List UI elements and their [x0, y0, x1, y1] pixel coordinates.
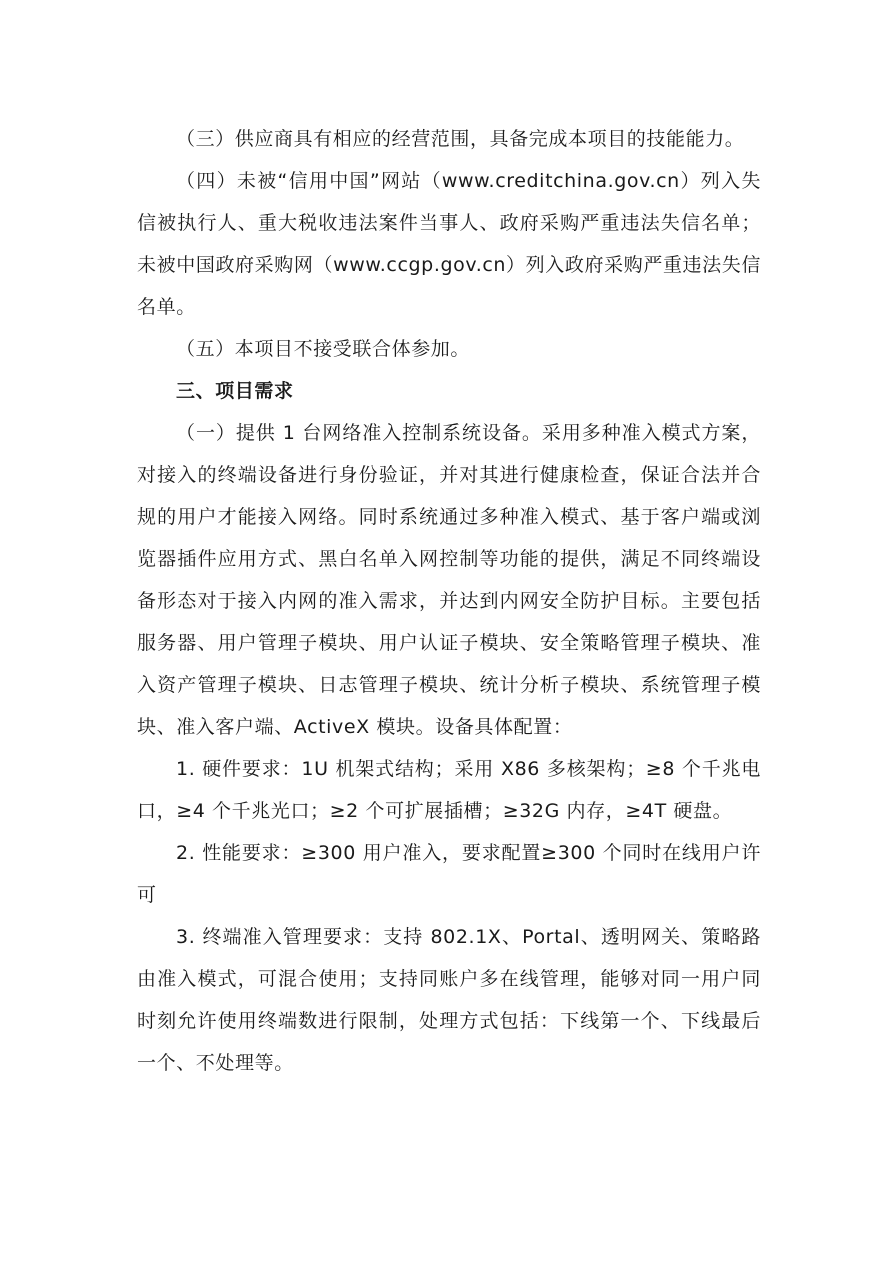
paragraph-device-overview: （一）提供 1 台网络准入控制系统设备。采用多种准入模式方案，对接入的终端设备进行身份验证，并对其进行健康检查，保证合法并合规的用户才能接入网络。同时系统通过多种准入模式、基于客户端或浏览器插件应用方式、黑白名单入网控制等功能的提供，满足不同终端设备形态对于接入内网的准入需求，并达到内网安全防护目标。主要包括服务器、用户管理子模块、用户认证子模块、安全策略管理子模块、准入资产管理子模块、日志管理子模块、统计分析子模块、系统管理子模块、准入客户端、ActiveX 模块。设备具体配置： — [137, 422, 761, 738]
paragraph-no-consortium: （五）本项目不接受联合体参加。 — [176, 338, 471, 360]
paragraph-credit-check: （四）未被“信用中国”网站（www.creditchina.gov.cn）列入失信被执行人、重大税收违法案件当事人、政府采购严重违法失信名单；未被中国政府采购网（www.ccgp.gov.cn）列入政府采购严重违法失信名单。 — [137, 170, 761, 318]
document-body — [137, 118, 761, 1084]
paragraph-supplier-scope: （三）供应商具有相应的经营范围，具备完成本项目的技能能力。 — [176, 128, 745, 150]
paragraph-terminal-access-requirements: 3. 终端准入管理要求：支持 802.1X、Portal、透明网关、策略路由准入模式，可混合使用；支持同账户多在线管理，能够对同一用户同时刻允许使用终端数进行限制，处理方式包括：下线第一个、下线最后一个、不处理等。 — [137, 926, 761, 1074]
paragraph-hardware-requirements: 1. 硬件要求：1U 机架式结构；采用 X86 多核架构；≥8 个千兆电口，≥4 个千兆光口；≥2 个可扩展插槽；≥32G 内存，≥4T 硬盘。 — [137, 758, 761, 822]
paragraph-performance-requirements: 2. 性能要求：≥300 用户准入，要求配置≥300 个同时在线用户许可 — [137, 842, 761, 906]
section-heading-project-requirements: 三、项目需求 — [176, 380, 294, 402]
